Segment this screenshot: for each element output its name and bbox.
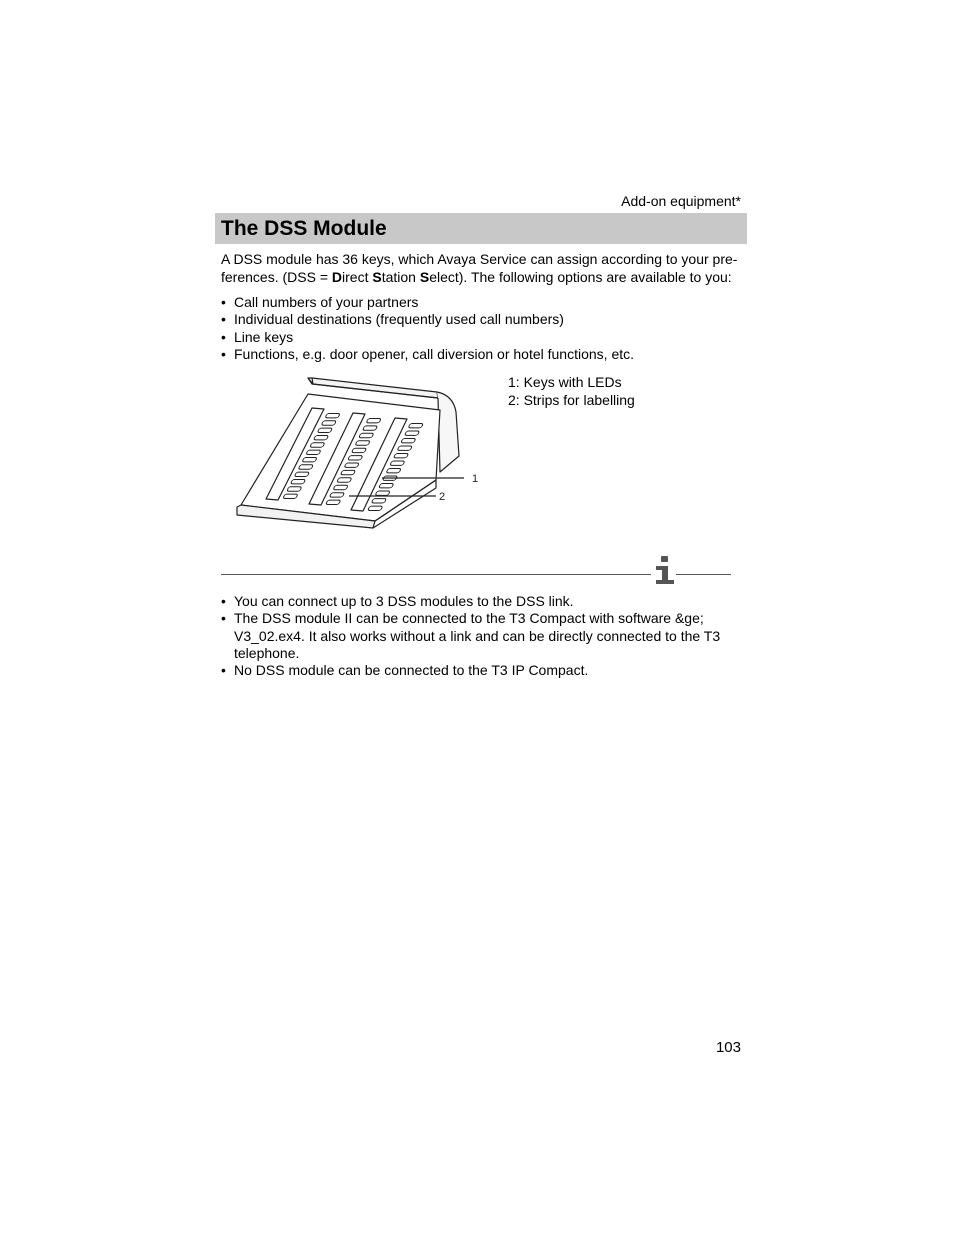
dss-key [371,499,386,503]
intro-bold-s: S [419,268,430,285]
callout-1: 1 [472,473,479,485]
intro-paragraph [221,251,746,286]
dss-key [333,485,348,489]
dss-key [302,458,317,462]
intro-bold-d: D [331,268,343,285]
dss-key [287,487,302,491]
dss-key [368,506,383,510]
dss-key [405,431,420,435]
info-icon [652,554,678,586]
list-item: • Functions, e.g. door opener, call diversion or hotel functions, etc. [221,346,746,363]
options-list [221,294,746,363]
intro-text: irect [342,268,373,285]
page-number: 103 [715,1039,741,1056]
dss-key [348,456,363,460]
notes-list [221,593,746,679]
dss-key [340,470,355,474]
dss-key [310,443,325,447]
dss-key [394,454,409,458]
dss-key [344,463,359,467]
dss-key [329,493,344,497]
dss-key [375,491,390,495]
dss-key [326,500,341,504]
dss-key [298,465,313,469]
dss-key [306,450,321,454]
list-item: • Individual destinations (frequently used call numbers) [221,311,746,328]
dss-key [401,439,416,443]
dss-key [386,469,401,473]
intro-text: elect). The following options are available to you: [429,268,732,285]
dss-key [283,494,298,498]
dss-key [379,484,394,488]
intro-bold-s: S [372,268,382,285]
legend-item: 1: Keys with LEDs [508,374,622,390]
list-item: • Call numbers of your partners [221,294,746,311]
list-item: • Line keys [221,329,746,346]
dss-key [325,414,340,418]
dss-key [366,419,381,423]
intro-text: A DSS module has 36 keys, which Avaya Service can assign according to your pre-ferences. (DSS = [221,251,738,285]
dss-key [294,472,309,476]
figure-legend [508,373,635,409]
list-item: • The DSS module II can be connected to the T3 Compact with software &ge; V3_02.ex4. It also works without a link and can be directly connected to the T3 telephone. [221,610,746,662]
dss-module-illustration [232,370,484,535]
intro-text: tation [381,268,420,285]
dss-key [390,461,405,465]
dss-key [290,480,305,484]
dss-key [337,478,352,482]
dss-key [359,433,374,437]
section-title: The DSS Module [221,217,387,240]
legend-item: 2: Strips for labelling [508,392,635,408]
dss-key [408,424,423,428]
list-item: • You can connect up to 3 DSS modules to the DSS link. [221,593,746,610]
dss-key [355,441,370,445]
section-title-bar [215,213,747,244]
running-header: Add-on equipment* [621,193,741,209]
callout-2: 2 [439,491,446,503]
dss-key [351,448,366,452]
dss-key [362,426,377,430]
dss-key [321,421,336,425]
dss-key [314,436,329,440]
dss-key [397,446,412,450]
dss-key [317,428,332,432]
note-divider [221,574,651,575]
note-divider [676,574,731,575]
list-item: • No DSS module can be connected to the T3 IP Compact. [221,662,746,679]
